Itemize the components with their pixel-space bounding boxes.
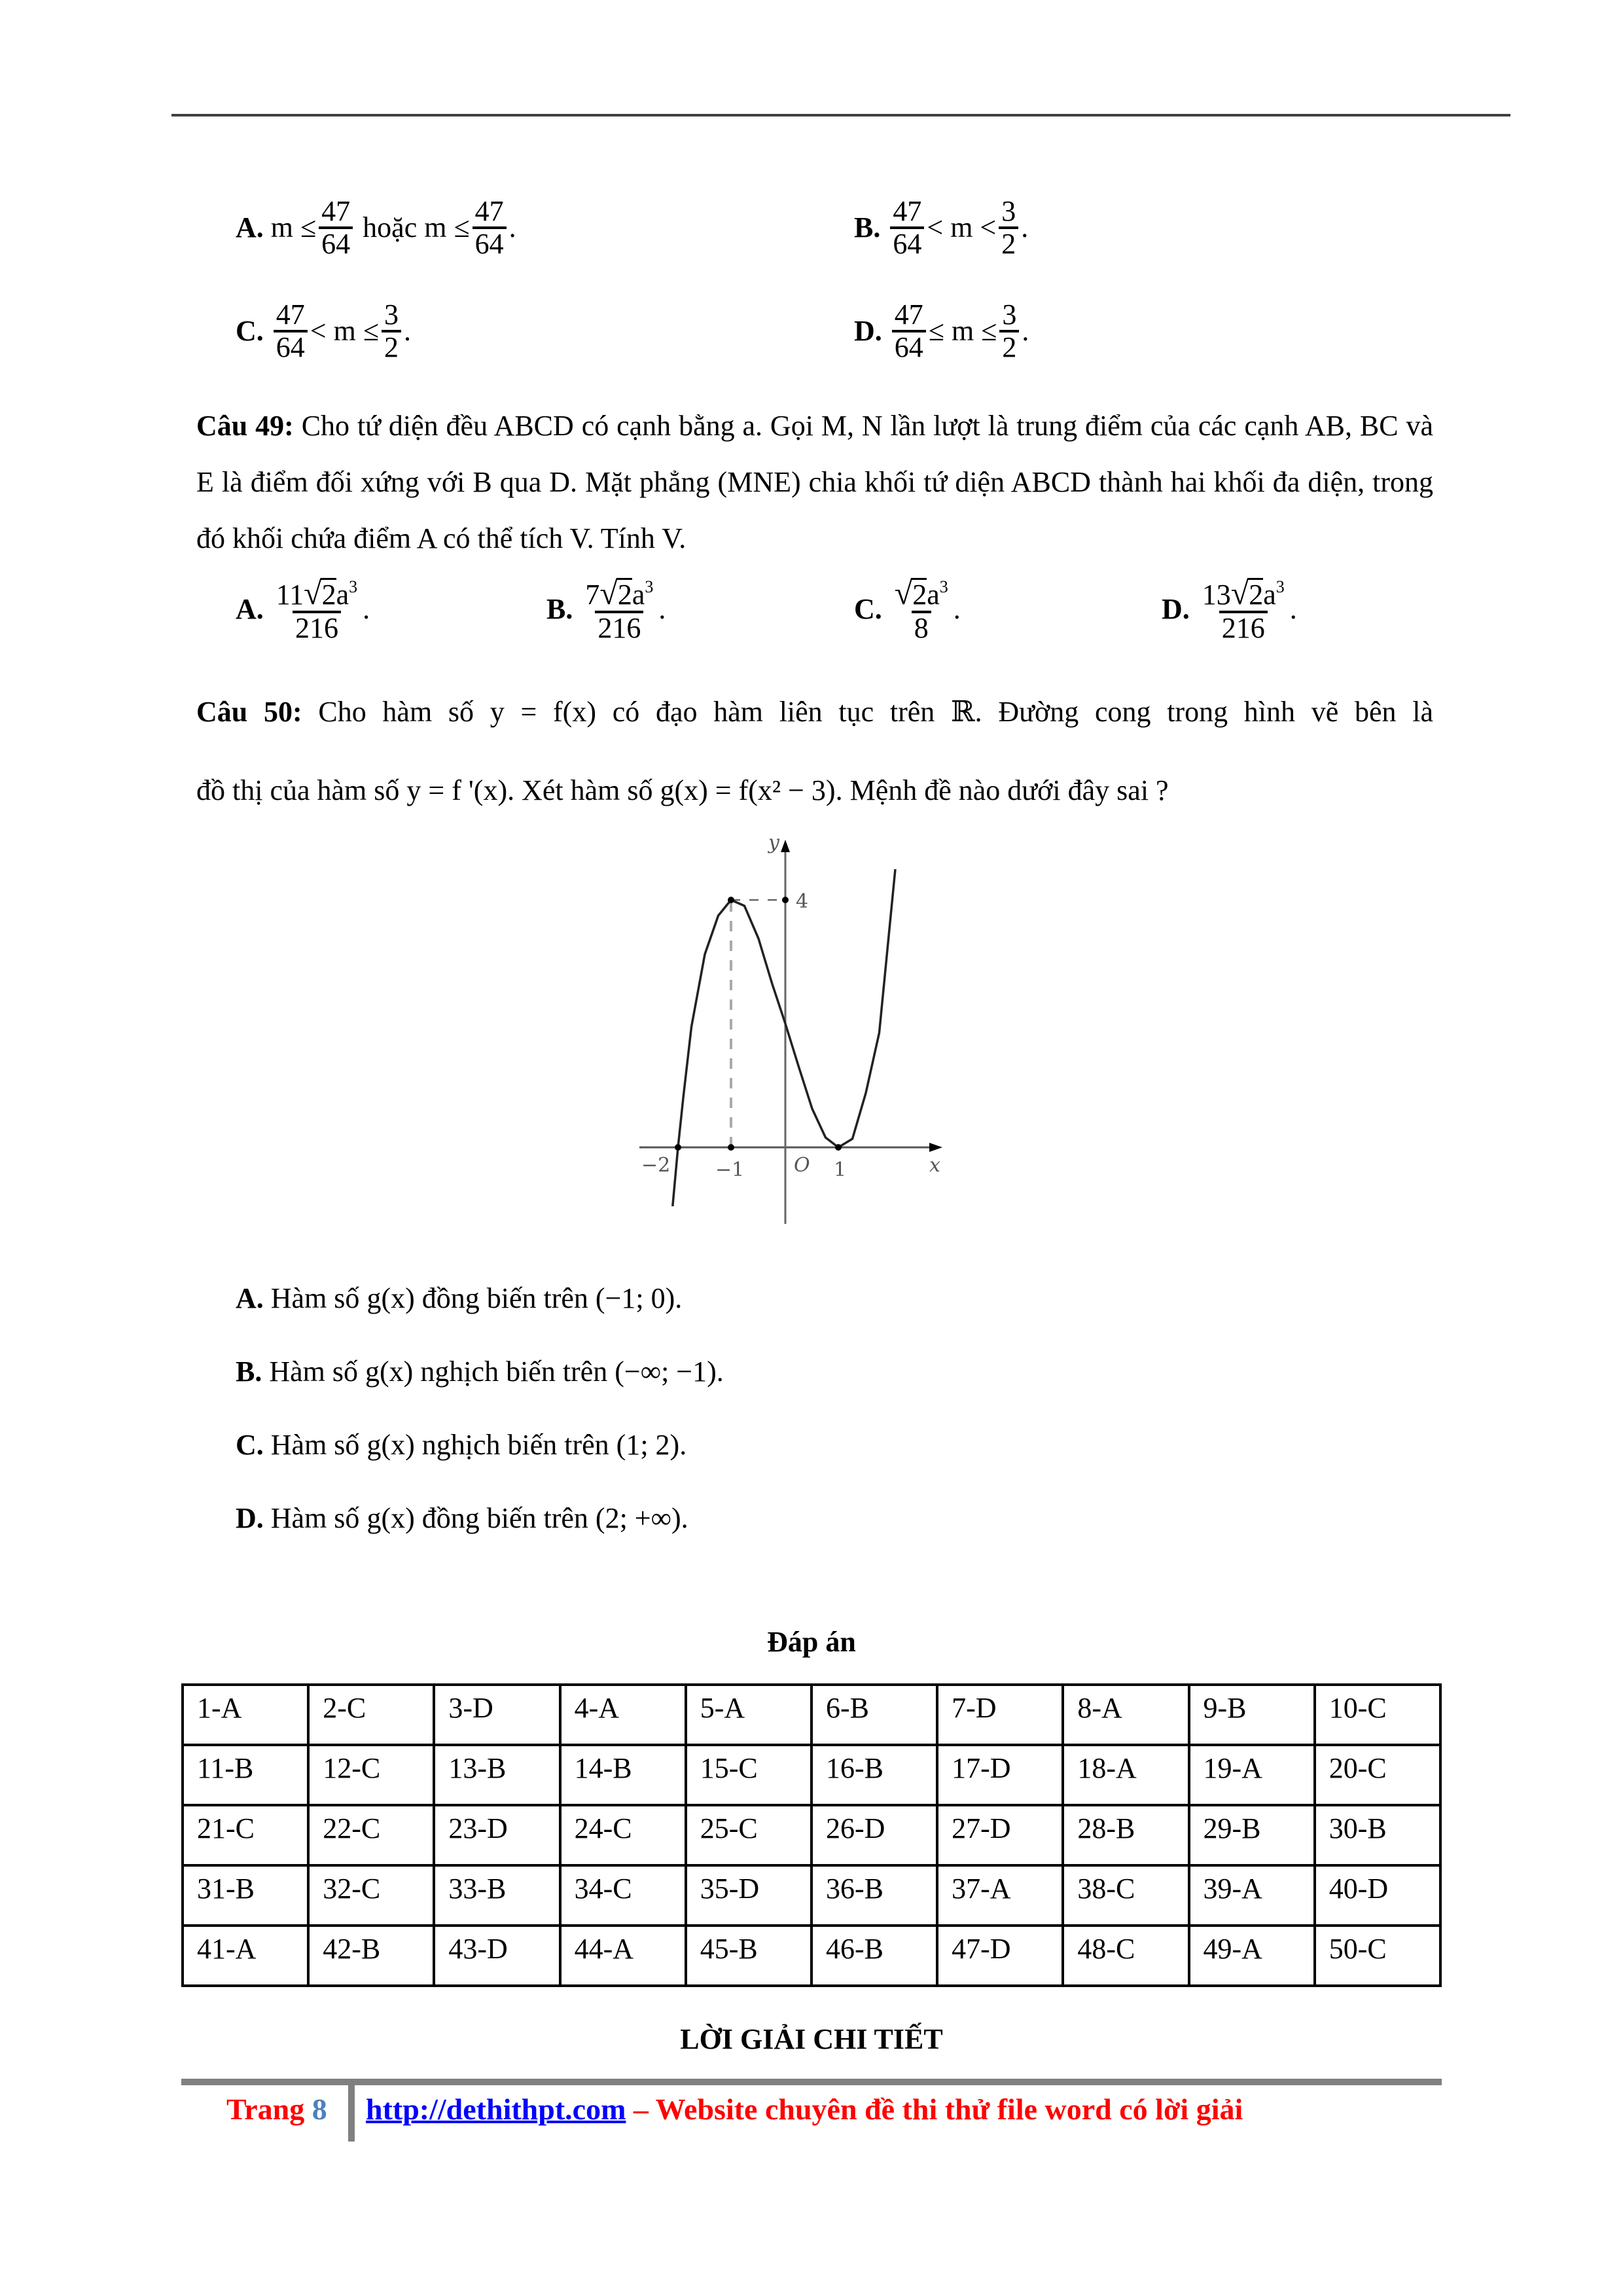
option-label: D. — [236, 1502, 264, 1534]
x-axis-label: x — [929, 1154, 940, 1177]
answer-cell: 24-C — [560, 1805, 686, 1865]
answer-cell: 5-A — [686, 1685, 812, 1745]
text: Hàm số — [270, 1502, 367, 1534]
answer-cell: 31-B — [183, 1865, 308, 1926]
table-row — [183, 1865, 1440, 1926]
numerator: 47 — [474, 195, 504, 227]
table-row — [183, 1805, 1440, 1865]
operator: ≤ — [454, 211, 470, 244]
origin-label: O — [794, 1154, 810, 1177]
answer-cell: 27-D — [937, 1805, 1063, 1865]
fraction — [892, 576, 951, 643]
answer-cell: 6-B — [812, 1685, 937, 1745]
real-numbers-symbol: ℝ — [951, 696, 975, 728]
denominator: 2 — [999, 330, 1019, 363]
answer-cell: 41-A — [183, 1926, 308, 1986]
math-expr: g(x) = f(x² − 3) — [660, 774, 836, 806]
page-word: Trang — [226, 2092, 312, 2126]
table-row — [183, 1745, 1440, 1805]
variable: a — [1263, 579, 1276, 611]
var-m: m — [951, 315, 974, 348]
fraction — [999, 196, 1018, 259]
fraction — [892, 300, 926, 363]
answer-cell: 45-B — [686, 1926, 812, 1986]
text: Hàm số — [269, 1355, 366, 1388]
point-x-1 — [835, 1144, 842, 1151]
answer-cell: 12-C — [308, 1745, 434, 1805]
text: đồng biến trên — [414, 1282, 596, 1314]
var-m: m — [333, 315, 356, 348]
answer-cell: 2-C — [308, 1685, 434, 1745]
connector-word: hoặc — [363, 211, 418, 244]
answer-cell: 44-A — [560, 1926, 686, 1986]
operator: ≤ — [981, 315, 997, 348]
var-m: m — [424, 211, 447, 244]
option-label: D. — [854, 315, 882, 348]
radicand: 2 — [1249, 579, 1264, 611]
answer-cell: 48-C — [1063, 1926, 1188, 1986]
interval: (1; 2) — [616, 1429, 680, 1461]
answer-cell: 21-C — [183, 1805, 308, 1865]
answer-cell: 16-B — [812, 1745, 937, 1805]
answer-cell: 4-A — [560, 1685, 686, 1745]
fraction — [473, 196, 507, 259]
numerator — [274, 576, 360, 611]
answer-cell: 49-A — [1189, 1926, 1315, 1986]
answer-cell: 3-D — [434, 1685, 560, 1745]
tick-label-x-minus2: −2 — [641, 1154, 671, 1177]
period: . — [716, 1355, 724, 1388]
math-expr: y = f '(x) — [406, 774, 508, 806]
answer-cell: 39-A — [1189, 1865, 1315, 1926]
question-label: Câu 50: — [196, 696, 302, 728]
denominator: 64 — [319, 226, 353, 259]
footer-rule — [181, 2079, 1442, 2085]
answer-cell: 42-B — [308, 1926, 434, 1986]
operator: < — [310, 315, 327, 348]
answer-cell: 8-A — [1063, 1685, 1188, 1745]
q48-option-c — [236, 300, 411, 363]
coefficient: 11 — [276, 579, 304, 611]
question-49 — [196, 398, 1433, 567]
answer-cell: 36-B — [812, 1865, 937, 1926]
page-number — [226, 2092, 327, 2126]
answer-cell: 37-A — [937, 1865, 1063, 1926]
denominator: 216 — [595, 611, 643, 643]
period: . — [1021, 211, 1029, 244]
option-label: B. — [236, 1355, 262, 1388]
option-label: A. — [236, 1282, 264, 1314]
period: . — [1022, 315, 1029, 348]
denominator: 216 — [1219, 611, 1268, 643]
text: nghịch biến trên — [413, 1355, 615, 1388]
point-x-minus2 — [675, 1144, 681, 1151]
numerator: 3 — [1001, 195, 1016, 227]
answer-cell: 14-B — [560, 1745, 686, 1805]
answer-cell: 15-C — [686, 1745, 812, 1805]
variable: a — [632, 579, 645, 611]
answer-cell: 10-C — [1315, 1685, 1440, 1745]
text: đồ thị của hàm số — [196, 774, 407, 806]
math-expr: g(x) — [365, 1355, 414, 1388]
fraction — [890, 196, 924, 259]
numerator: 3 — [1002, 298, 1017, 331]
tagline: – Website chuyên đề thi thử file word có lời giải — [626, 2092, 1243, 2126]
answer-cell: 28-B — [1063, 1805, 1188, 1865]
var-m: m — [270, 211, 294, 244]
q48-option-a — [236, 196, 516, 259]
option-label: C. — [236, 1429, 264, 1461]
curve-f-prime — [673, 869, 895, 1206]
text: có đạo hàm liên tục trên — [596, 696, 952, 728]
denominator: 2 — [382, 330, 401, 363]
fraction — [319, 196, 353, 259]
answer-cell: 18-A — [1063, 1745, 1188, 1805]
answer-cell: 17-D — [937, 1745, 1063, 1805]
question-text: Cho tứ diện đều ABCD có cạnh bằng a. Gọi M, N lần lượt là trung điểm của các cạnh AB, BC và E là điểm đối xứng với B qua D. Mặt phẳng (MNE) chia khối tứ diện ABCD thành hai khối đa diện, trong đó khối chứa điểm A có thể tích V. Tính V. — [196, 410, 1434, 554]
q49-option-d: D. $\frac{13√2a^3}{216}$ . — [1162, 575, 1297, 644]
answer-cell: 25-C — [686, 1805, 812, 1865]
question-50-line-2 — [196, 751, 1433, 830]
coefficient: 7 — [585, 579, 600, 611]
exponent: 3 — [1275, 577, 1285, 596]
page-num: 8 — [312, 2092, 327, 2126]
question-label: Câu 49: — [196, 410, 294, 442]
numerator: 47 — [893, 195, 922, 227]
exponent: 3 — [349, 577, 358, 596]
denominator: 216 — [293, 611, 341, 643]
exponent: 3 — [939, 577, 948, 596]
radicand: 2 — [617, 579, 632, 611]
answer-cell: 43-D — [434, 1926, 560, 1986]
denominator: 64 — [274, 330, 308, 363]
q49-option-c: C. $\frac{√2a^3}{8}$ . — [854, 575, 961, 644]
text: . Xét hàm số — [507, 774, 660, 806]
variable: a — [927, 579, 940, 611]
option-label: C. — [236, 315, 264, 348]
text: nghịch biến trên — [414, 1429, 616, 1461]
math-expr: g(x) — [366, 1502, 415, 1534]
table-row — [183, 1926, 1440, 1986]
period: . — [404, 315, 411, 348]
point-x-minus1 — [728, 1144, 734, 1151]
answer-cell: 33-B — [434, 1865, 560, 1926]
answer-cell: 20-C — [1315, 1745, 1440, 1805]
answer-cell: 9-B — [1189, 1685, 1315, 1745]
point-y-4 — [782, 897, 789, 903]
sqrt-icon: √ — [1230, 575, 1249, 611]
q49-option-b: B. $\frac{7√2a^3}{216}$ . — [546, 575, 666, 644]
operator: < — [980, 211, 997, 244]
answer-cell: 22-C — [308, 1805, 434, 1865]
radicand: 2 — [912, 579, 927, 611]
answer-cell: 26-D — [812, 1805, 937, 1865]
exponent: 3 — [645, 577, 654, 596]
tick-label-y4: 4 — [796, 890, 809, 913]
tick-label-x1: 1 — [834, 1158, 847, 1181]
interval: (−∞; −1) — [615, 1355, 717, 1388]
sqrt-icon: √ — [304, 575, 322, 611]
denominator: 2 — [999, 226, 1018, 259]
answer-cell: 1-A — [183, 1685, 308, 1745]
answer-cell: 13-B — [434, 1745, 560, 1805]
header-rule — [171, 114, 1510, 117]
y-axis-arrow-icon — [781, 840, 790, 852]
point-max — [728, 897, 734, 903]
fraction — [1200, 576, 1287, 643]
answer-cell: 50-C — [1315, 1926, 1440, 1986]
var-m: m — [950, 211, 973, 244]
q50-option-b — [236, 1355, 724, 1388]
sqrt-icon: √ — [894, 575, 913, 611]
fraction — [274, 300, 308, 363]
text: Cho hàm số — [318, 696, 490, 728]
numerator — [582, 576, 656, 611]
period: . — [679, 1429, 687, 1461]
numerator: 47 — [276, 298, 305, 331]
text: đồng biến trên — [414, 1502, 596, 1534]
text: . Đường cong trong hình vẽ bên là — [974, 696, 1434, 728]
option-label: A. — [236, 211, 264, 244]
q48-option-d — [854, 300, 1029, 363]
period: . — [508, 211, 516, 244]
answer-key-table — [181, 1683, 1442, 1987]
math-expr: g(x) — [366, 1429, 415, 1461]
operator: ≤ — [363, 315, 379, 348]
answer-cell: 7-D — [937, 1685, 1063, 1745]
option-label: D. — [1162, 593, 1190, 626]
math-expr: y = f(x) — [490, 696, 596, 728]
footer-divider — [348, 2085, 355, 2142]
answer-key-title: Đáp án — [767, 1626, 856, 1658]
sqrt-icon: √ — [599, 575, 618, 611]
fraction — [274, 576, 360, 643]
answer-cell: 23-D — [434, 1805, 560, 1865]
derivative-graph — [628, 825, 955, 1244]
text: Hàm số — [270, 1282, 367, 1314]
q48-option-b — [854, 196, 1028, 259]
variable: a — [336, 579, 349, 611]
option-label: B. — [546, 593, 573, 626]
answer-cell: 19-A — [1189, 1745, 1315, 1805]
footer-text — [366, 2092, 1243, 2126]
numerator: 47 — [894, 298, 923, 331]
y-axis-label: y — [768, 831, 779, 854]
q50-option-a — [236, 1282, 682, 1315]
question-50-line-1 — [196, 673, 1433, 751]
question-50 — [196, 673, 1433, 830]
answer-cell: 11-B — [183, 1745, 308, 1805]
interval: (2; +∞) — [595, 1502, 681, 1534]
option-label: C. — [854, 593, 882, 626]
website-link[interactable]: http://dethithpt.com — [366, 2092, 626, 2126]
coefficient: 13 — [1202, 579, 1231, 611]
period: . — [675, 1282, 683, 1314]
q50-option-d — [236, 1501, 688, 1535]
tick-label-x-minus1: −1 — [715, 1158, 745, 1181]
answer-cell: 46-B — [812, 1926, 937, 1986]
numerator — [892, 576, 951, 611]
denominator: 64 — [890, 226, 924, 259]
fraction — [999, 300, 1019, 363]
fraction — [382, 300, 401, 363]
answer-cell: 35-D — [686, 1865, 812, 1926]
answer-cell: 32-C — [308, 1865, 434, 1926]
answer-cell: 38-C — [1063, 1865, 1188, 1926]
denominator: 8 — [912, 611, 931, 643]
answer-cell: 30-B — [1315, 1805, 1440, 1865]
operator: ≤ — [928, 315, 944, 348]
answer-cell: 47-D — [937, 1926, 1063, 1986]
operator: ≤ — [300, 211, 317, 244]
operator: < — [927, 211, 944, 244]
x-axis-arrow-icon — [929, 1143, 942, 1152]
table-row — [183, 1685, 1440, 1745]
q50-option-c — [236, 1428, 687, 1462]
option-label: B. — [854, 211, 881, 244]
radicand: 2 — [321, 579, 336, 611]
denominator: 64 — [473, 226, 507, 259]
numerator: 3 — [384, 298, 399, 331]
numerator — [1200, 576, 1287, 611]
numerator: 47 — [321, 195, 351, 227]
answer-cell: 34-C — [560, 1865, 686, 1926]
answer-cell: 29-B — [1189, 1805, 1315, 1865]
period: . — [681, 1502, 688, 1534]
option-label: A. — [236, 593, 264, 626]
text: Hàm số — [270, 1429, 367, 1461]
q49-option-a: A. $\frac{11√2a^3}{216}$ . — [236, 575, 370, 644]
text: . Mệnh đề nào dưới đây sai ? — [835, 774, 1169, 806]
math-expr: g(x) — [366, 1282, 415, 1314]
solution-title: LỜI GIẢI CHI TIẾT — [680, 2023, 943, 2055]
denominator: 64 — [892, 330, 926, 363]
fraction — [582, 576, 656, 643]
interval: (−1; 0) — [595, 1282, 675, 1314]
answer-cell: 40-D — [1315, 1865, 1440, 1926]
